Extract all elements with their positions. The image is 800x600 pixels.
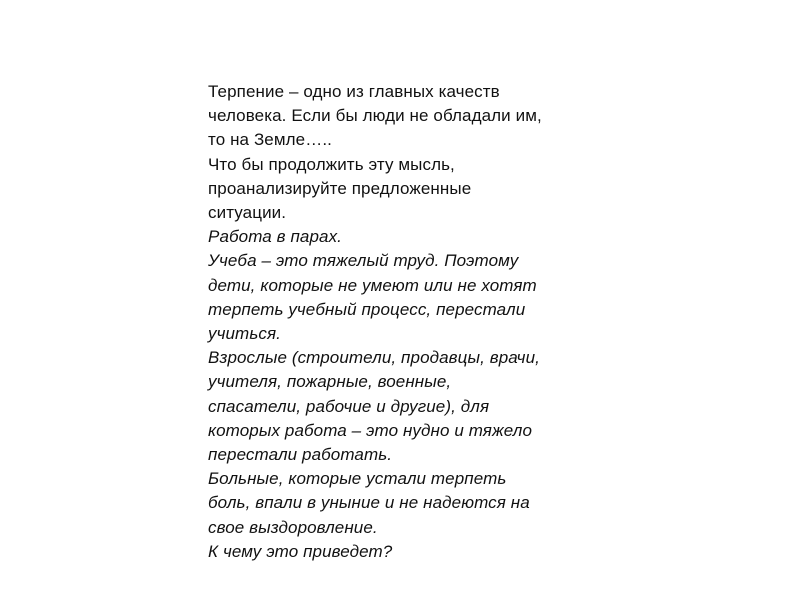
task-question: К чему это приведет? bbox=[208, 541, 393, 561]
intro-line-1: Терпение – одно из главных качеств bbox=[208, 82, 500, 101]
task-line-10: перестали работать. bbox=[208, 445, 393, 465]
intro-line-4: Что бы продолжить эту мысль, bbox=[208, 154, 455, 174]
task-line-8: спасатели, рабочие и другие), для bbox=[208, 396, 490, 416]
task-line-11: Больные, которые устали терпеть bbox=[208, 469, 507, 489]
task-line-12: боль, впали в уныние и не надеются на bbox=[208, 493, 530, 513]
intro-line-3: то на Земле….. bbox=[208, 130, 332, 150]
intro-line-2: человека. Если бы люди не обладали им, bbox=[208, 106, 542, 126]
task-line-13: свое выздоровление. bbox=[208, 517, 378, 537]
task-line-2: Учеба – это тяжелый труд. Поэтому bbox=[208, 251, 519, 271]
intro-line-6: ситуации. bbox=[208, 203, 287, 223]
task-line-7: учителя, пожарные, военные, bbox=[208, 372, 452, 392]
intro-line-5: проанализируйте предложенные bbox=[208, 178, 472, 198]
slide-text-block bbox=[208, 80, 608, 564]
task-line-9: которых работа – это нудно и тяжело bbox=[208, 420, 532, 440]
task-line-4: терпеть учебный процесс, перестали bbox=[208, 299, 526, 319]
task-heading: Работа в парах. bbox=[208, 227, 342, 247]
task-line-6: Взрослые (строители, продавцы, врачи, bbox=[208, 348, 540, 368]
task-line-3: дети, которые не умеют или не хотят bbox=[208, 275, 537, 295]
task-line-5: учиться. bbox=[208, 324, 281, 344]
